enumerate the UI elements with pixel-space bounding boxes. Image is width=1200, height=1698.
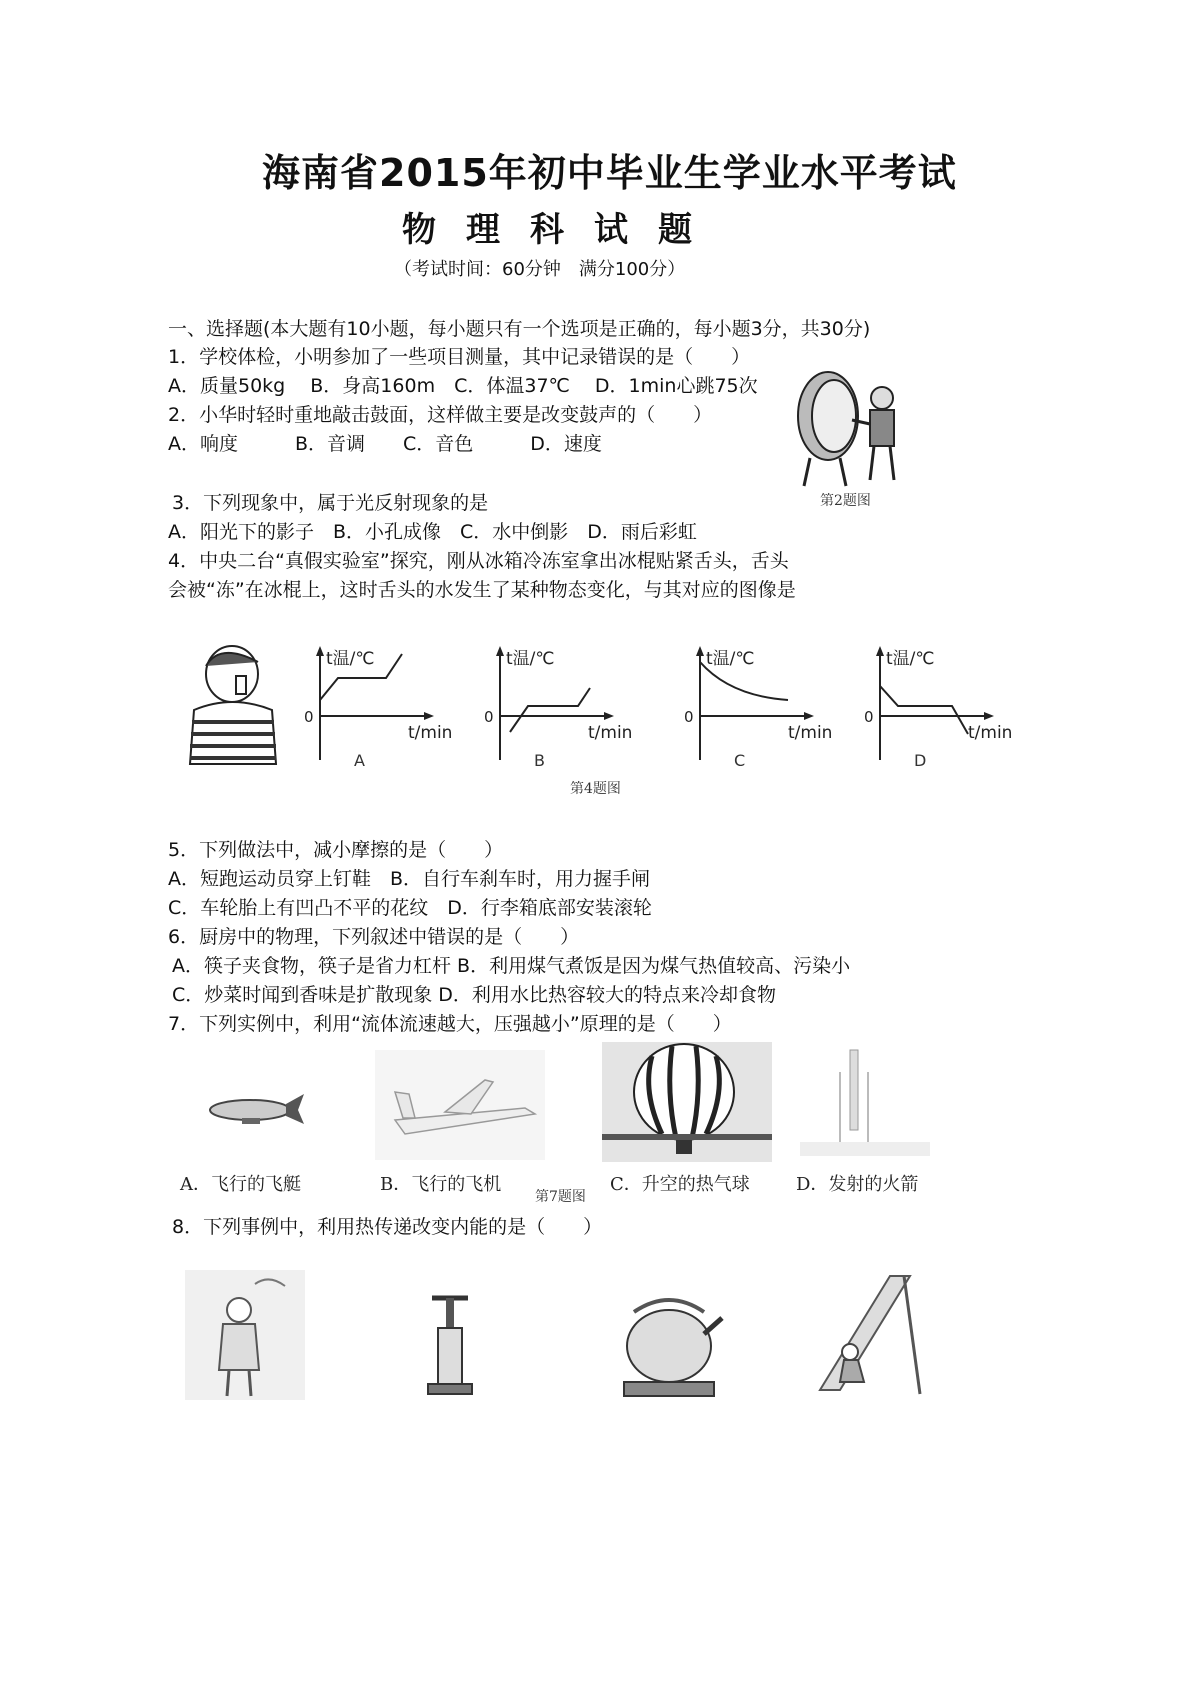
q7-caption-b: B．飞行的飞机 — [380, 1174, 502, 1195]
q5-options-line2: C．车轮胎上有凹凸不平的花纹 D．行李箱底部安装滚轮 — [168, 897, 652, 919]
origin-label: 0 — [304, 708, 314, 726]
hands-rubbing-illustration — [185, 1270, 305, 1400]
section-heading: 一、选择题(本大题有10小题，每小题只有一个选项是正确的，每小题3分，共30分) — [168, 318, 871, 340]
x-axis-arrow — [804, 712, 814, 720]
q6-options-line1: A．筷子夹食物，筷子是省力杠杆 B．利用煤气煮饭是因为煤气热值较高、污染小 — [172, 955, 851, 977]
x-axis-arrow — [984, 712, 994, 720]
slide-illustration — [800, 1270, 930, 1400]
y-axis-arrow — [876, 646, 884, 656]
boy-illustration — [180, 640, 290, 765]
q6-stem: 6．厨房中的物理，下列叙述中错误的是（ ） — [168, 926, 580, 948]
airship-illustration — [200, 1080, 320, 1140]
q7-caption-c: C．升空的热气球 — [610, 1174, 750, 1195]
x-axis-label: t/min — [788, 723, 833, 743]
x-axis-arrow — [424, 712, 434, 720]
origin-label: 0 — [864, 708, 874, 726]
q6-options-line2: C．炒菜时闻到香味是扩散现象 D．利用水比热容较大的特点来冷却食物 — [172, 984, 776, 1006]
q4-stem-line2: 会被“冻”在冰棍上，这时舌头的水发生了某种物态变化，与其对应的图像是 — [168, 579, 796, 601]
airplane-illustration — [375, 1050, 545, 1160]
x-axis-label: t/min — [968, 723, 1013, 743]
hot-air-balloon-illustration — [602, 1042, 772, 1162]
q4-graph-c — [684, 646, 832, 770]
q4-graphs — [290, 640, 1040, 780]
q3-stem: 3．下列现象中，属于光反射现象的是 — [172, 492, 489, 514]
q3-options: A．阳光下的影子 B．小孔成像 C．水中倒影 D．雨后彩虹 — [168, 521, 697, 543]
page-title: 海南省2015年初中毕业生学业水平考试 — [262, 151, 957, 195]
q8-stem: 8．下列事例中，利用热传递改变内能的是（ ） — [172, 1216, 603, 1238]
graph-label: A — [354, 751, 365, 770]
y-axis-label: t温/℃ — [886, 649, 935, 669]
y-axis-label: t温/℃ — [706, 649, 755, 669]
graph-label: B — [534, 751, 545, 770]
rocket-illustration — [800, 1042, 930, 1162]
graph-label: D — [914, 751, 927, 770]
q7-stem: 7．下列实例中，利用“流体流速越大，压强越小”原理的是（ ） — [168, 1013, 732, 1035]
origin-label: 0 — [484, 708, 494, 726]
q1-options: A．质量50kg B．身高160m C．体温37℃ D．1min心跳75次 — [168, 375, 758, 397]
q4-graph-a — [304, 646, 452, 770]
q4-figure-caption: 第4题图 — [570, 781, 621, 797]
y-axis-arrow — [316, 646, 324, 656]
y-axis-arrow — [696, 646, 704, 656]
page-subtitle: 物理科试题 — [402, 210, 722, 250]
x-axis-label: t/min — [408, 723, 453, 743]
q2-stem: 2．小华时轻时重地敲击鼓面，这样做主要是改变鼓声的（ ） — [168, 404, 713, 426]
q7-caption-d: D．发射的火箭 — [796, 1174, 919, 1195]
drum-illustration — [790, 368, 930, 488]
x-axis-arrow — [604, 712, 614, 720]
kettle-on-stove-illustration — [614, 1282, 724, 1402]
q5-stem: 5．下列做法中，减小摩擦的是（ ） — [168, 839, 504, 861]
q7-figure-caption: 第7题图 — [535, 1189, 586, 1205]
q4-graph-b — [484, 646, 632, 770]
q2-options: A．响度 B．音调 C．音色 D．速度 — [168, 433, 602, 455]
q4-graph-d — [864, 646, 1012, 770]
q1-stem: 1．学校体检，小明参加了一些项目测量，其中记录错误的是（ ） — [168, 346, 751, 368]
y-axis-arrow — [496, 646, 504, 656]
y-axis-label: t温/℃ — [326, 649, 375, 669]
exam-info: （考试时间：60分钟 满分100分） — [394, 259, 686, 280]
y-axis-label: t温/℃ — [506, 649, 555, 669]
x-axis-label: t/min — [588, 723, 633, 743]
curve — [510, 688, 590, 732]
q7-caption-a: A．飞行的飞艇 — [180, 1174, 301, 1195]
origin-label: 0 — [684, 708, 694, 726]
q5-options-line1: A．短跑运动员穿上钉鞋 B．自行车刹车时，用力握手闸 — [168, 868, 651, 890]
air-pump-illustration — [420, 1290, 480, 1400]
q2-figure-caption: 第2题图 — [820, 493, 871, 509]
graph-label: C — [734, 751, 746, 770]
q4-stem-line1: 4．中央二台“真假实验室”探究，刚从冰箱冷冻室拿出冰棍贴紧舌头，舌头 — [168, 550, 789, 572]
curve — [880, 686, 968, 734]
